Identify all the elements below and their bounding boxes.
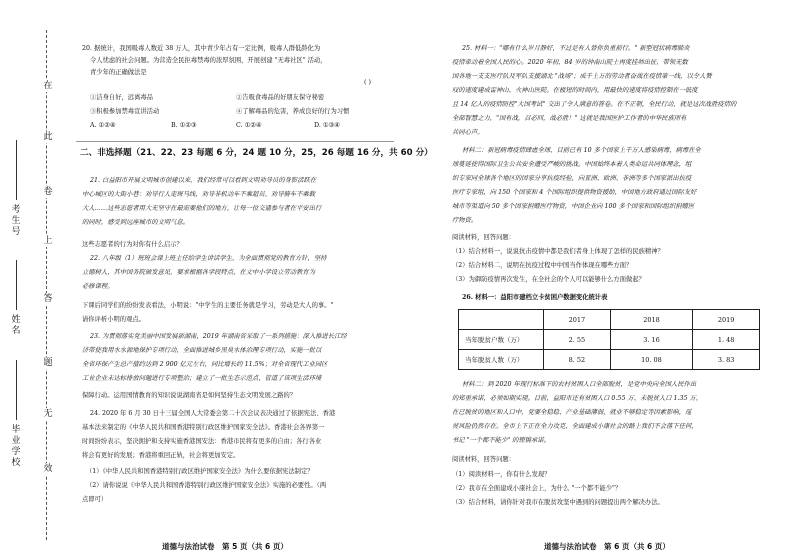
margin-char: 上 [43,236,53,246]
table-row [459,330,760,350]
q25-material-1: 共同心声。 [452,129,484,136]
q25-material-2: 城市等渠道向 50 多个国家捐赠医疗物资，中国企业向 100 多个国家和国际组织捐赠医 [452,203,695,210]
margin-char: 答 [43,294,53,304]
q26-subquestion: （1）阅读材料一，你有什么发现？ [452,471,551,478]
table-header-cell [459,310,544,330]
q20-choice-b: B. ①②③ [171,122,197,129]
q25-subquestion: （1）结合材料一，说说抗击疫情中都是我们者身上体现了怎样的民族精神？ [452,248,664,255]
q22-text: 必修课程。 [82,283,114,290]
q22-text: 下课后同学们的纷纷发表看法，小明说："中学生的主要任务就是学习，劳动是大人的事。" [82,302,334,309]
q20-choice-c: C. ①②④ [236,122,262,129]
q25-material-1: 全部智慧之力，"国有战，召必回，战必胜！" 这就是我国医护工作者的中华民族所有 [452,115,687,122]
q22-text: 22. 八年级（1）班班会课上班主任给学生讲话学生，为全面贯彻党的教育方针，坚持 [90,255,327,262]
poverty-data-table [458,309,760,370]
page-6 [448,0,766,560]
table-cell: 3. 83 [693,350,760,370]
exam-no-label: 考生号 [11,205,21,237]
q24-subquestion: （1）《中华人民共和国香港特别行政区维护国家安全法》为什么要依据宪法制定？ [86,468,314,475]
q23-text: 23. 为贯彻落实党美丽中国发展新湖南，2019 年湖南省采取了一系列措施：深入推进长江经 [90,333,347,340]
table-row-label: 当年脱贫人数（万） [459,350,544,370]
margin-char: 题 [43,358,53,368]
q21-text: 大人……这些志愿者用大无坚守在最需要他们的地方，让每一位交通参与者在平安出行 [82,205,322,212]
margin-char: 效 [43,464,53,474]
q26-subquestion: （2）我市在全面建成小康社会上，为什么 "一个都不能少"？ [452,485,622,492]
q25-material-2: 织专家同全球各个地区的国家分享抗疫经验，向亚洲、欧洲、非洲等多个国家派出抗疫 [452,175,692,182]
q24-text: 将会有更好的发展；香港将重回正轨，社会将更加安定。 [82,452,240,459]
q25-material-1: 叹的速度建成雷神山、火神山医院。在极短的时间内，用最快的速度将疫情控制在一低度 [452,87,698,94]
margin-char: 此 [43,132,53,142]
q23-question: 保障行动。运用国情教育的知识说说湖南省是如何坚持生态文明发展之路的？ [82,392,297,399]
q24-text: 时间纷纷表示，坚决拥护和支持实施香港国安法：香港市民将有更多的自由；各行各业 [82,438,322,445]
margin-char: 无 [43,409,53,419]
page-footer: 道德与法治试卷 第 6 页（共 6 页） [544,542,670,551]
q20-choice-a: A. ①②④ [90,122,116,129]
table-cell: 1. 48 [693,330,760,350]
q20-answer-paren: ( ) [364,79,371,86]
q24-text: 24. 2020 年 6 月 30 日十三届全国人大常委会第二十次会议表决通过了依据宪法、香港 [90,410,336,417]
q26-material-2: 材料二：到 2020 年现行标准下的农村贫困人口全部脱贫，是党中央向全国人民作出 [462,381,697,388]
q20-text: 令人忧虑的社会问题。为营造全民拒毒禁毒的浓厚氛围，开展创建 "无毒社区" 活动， [90,57,327,64]
q25-material-1: 25. 材料一："哪有什么岁月静好，不过是有人替你负重前行。" 新型冠状病毒肺炎 [462,45,690,52]
table-header-row [459,310,760,330]
margin-char: 在 [43,81,53,91]
table-row-label: 当年脱贫户数（万） [459,330,544,350]
q26-title: 26. 材料一：益阳市建档立卡贫困户数据变化统计表 [462,294,608,301]
q26-material-2: 的郑重承诺，必须如期实现。目前，益阳市还有贫困人口 0.55 万、未脱贫人口 1.35 万， [452,395,703,402]
q25-subquestion: （3）为御防疫情再次发生，在全社会的个人可以能够什么方面做起？ [452,276,645,283]
q21-question: 这些志愿者的行为对你有什么启示？ [82,241,183,248]
q25-subquestion: （2）结合材料二，说明在抗疫过程中中国当作体现在哪些方面？ [452,262,633,269]
q25-material-2: 医疗专家组，向 150 个国家和 4 个国际组织提供物资援助，中国地方政府通过国际友好 [452,189,697,196]
exam-no-fill-line [16,140,17,200]
q25-material-1: 国各地一支支医疗队及军队支援湖北 "战场"；成千上万的劳动者奋战在疫情第一线，以令人赞 [452,73,712,80]
table-cell: 8. 52 [544,350,611,370]
q20-text: 20. 据统计，我国吸毒人数近 38 万人，其中青少年占有一定比例，吸毒人群低龄化为 [82,45,321,52]
q21-text: 中心城区的大街小巷：劝导行人走斑马线，劝导非机动车不乘超员、劝导骑车不乘载 [82,191,315,198]
q22-text: 立德树人，其中国务院颁发意见，要求根据各学段特点，在文中小学设立劳动教育为 [82,269,315,276]
binding-margin [0,0,70,560]
q20-choice-d: D. ①③④ [314,122,340,129]
q20-option: ①洁身自好，远离毒品 [90,94,153,101]
q26-read-prompt: 阅读材料，回答问题： [452,456,515,463]
q26-material-2: 书记 "一个都不能少" 的铿锵承诺。 [452,437,550,444]
school-fill-line [16,360,17,420]
q20-option: ②告吸食毒品的好朋友保守秘密 [236,94,325,101]
page-5 [76,0,433,560]
page-footer: 道德与法治试卷 第 5 页（共 6 页） [162,542,288,551]
table-header-cell: 2017 [544,310,611,330]
q21-text: 的同时，感受到远座城市的文明气息。 [82,219,190,226]
q25-material-1: 疫情牵动着全国人民的心。2020 年初，84 岁的钟南山院士再度挂帅出征，带领无数 [452,59,688,66]
name-label: 姓名 [11,315,21,336]
table-cell: 3. 16 [610,330,693,350]
q23-text: 全省环保产生总产值约达到 2 900 亿元左右，同比增长约 11.5%；对全省现代工业园区 [82,361,328,368]
q22-question: 请你评析小明的观点。 [82,316,145,323]
q20-option: ④了解毒品的危害，养成良好的行为习惯 [236,108,350,115]
q23-text: 济带使我用水水源地保护专项行动，全面推进城乡黑臭水体治理专项行动，实施一批以 [82,347,322,354]
margin-char: 卷 [43,187,53,197]
q26-subquestion: （3）结合材料，请你针对我市在脱贫攻坚中遇到的问题提出两个解决办法。 [452,499,664,506]
table-row [459,350,760,370]
q24-subquestion: （2）请你说说《中华人民共和国香港特别行政区维护国家安全法》实施的必要性。（两 [86,482,327,489]
q24-text: 基本法来制定的《中华人民共和国香港特别行政区维护国家安全法》。香港社会各界第一 [82,424,325,431]
q21-text: 21. 白益阳市开展文明城市创建以来，我们经常可以看到文明劝导员的身影活跃在 [90,177,317,184]
q25-material-2: 材料二：新冠病毒疫情肆虐全球，目前已有 10 多个国家上千万人感染病毒，病毒在全 [462,147,701,154]
q26-material-2: 在已脱贫的地区和人口中，党要全稳稳、产业基础薄弱，就业不够稳定等因素影响，巡 [452,409,692,416]
q20-text: 青少年的正确做法是 [90,69,147,76]
q20-option: ③积极参加禁毒宣讲活动 [90,108,160,115]
table-header-cell: 2018 [610,310,693,330]
q25-material-2: 疗物资。 [452,217,478,224]
table-cell: 2. 55 [544,330,611,350]
section-heading: 二、非选择题（21、22、23 每题 6 分，24 题 10 分，25，26 每题 16 分，共 60 分） [80,148,433,158]
table-cell: 10. 08 [610,350,693,370]
q25-material-2: 球蔓延使得国际卫生公共安全遭受严峻的挑战。中国始终本着人类命运共同体理念，组 [452,161,692,168]
q24-subquestion: 点即可） [82,496,108,503]
q26-material-2: 贫风险仍然存在。全市上下正在全力攻克，全面建成小康社会的路上我们不会落下任何， [452,423,698,430]
table-header-cell: 2019 [693,310,760,330]
school-label: 毕业学校 [11,425,21,468]
q25-material-1: 且 14 亿人的疫情防控"大国考试" 交出了令人满意的答卷。在不正朝，全民行动，就是这次战胜疫情的 [452,101,737,108]
section-divider [76,141,394,142]
q23-text: 工业企业未达标排放问题进行专项整治；建立了一批生态示范点，管道了该项生活环境 [82,375,322,382]
name-fill-line [16,260,17,310]
q25-read-prompt: 阅读材料，回答问题： [452,234,515,241]
